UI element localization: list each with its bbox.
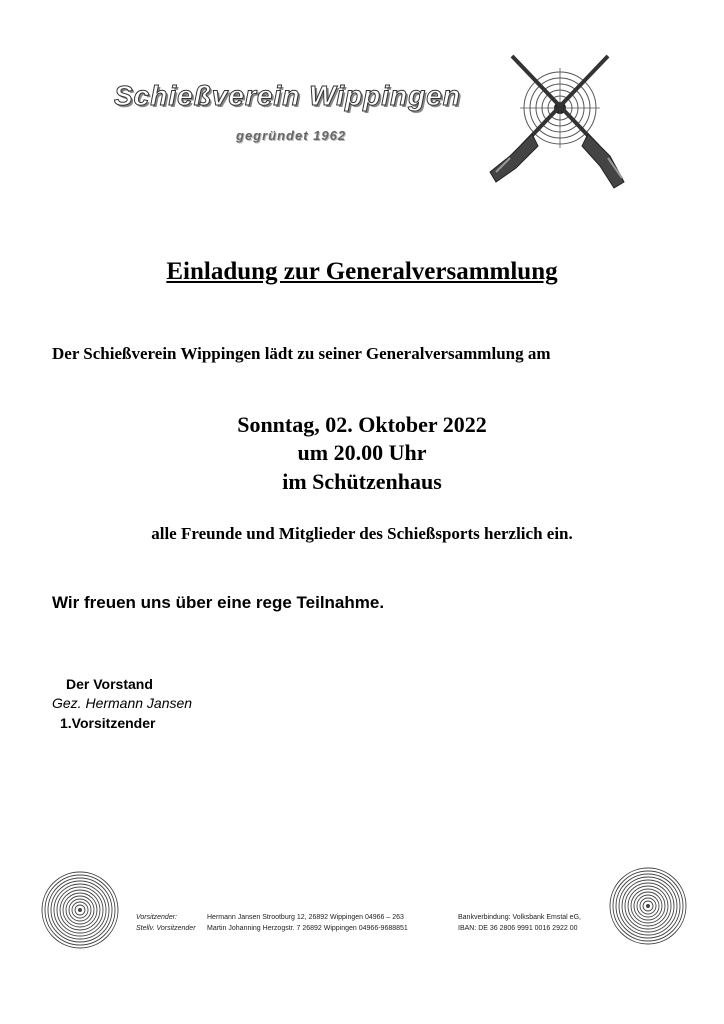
footer-chair-label: Vorsitzender: (136, 914, 177, 921)
signature-role: 1.Vorsitzender (60, 715, 156, 731)
target-rings-icon (608, 866, 688, 946)
event-place: im Schützenhaus (282, 469, 442, 494)
event-time: um 20.00 Uhr (297, 440, 427, 465)
footer-vice-label: Stellv. Vorsitzender (136, 925, 196, 932)
club-name: Schießverein Wippingen (114, 80, 461, 111)
invitation-title: Einladung zur Generalversammlung (166, 258, 558, 285)
signature-board: Der Vorstand (66, 676, 153, 692)
crossed-rifles-target-icon (480, 50, 640, 190)
thanks-text: Wir freuen uns über eine rege Teilnahme. (52, 593, 385, 612)
founded-text: gegründet 1962 (236, 128, 347, 143)
footer-vice-info: Martin Johanning Herzogstr. 7 26892 Wippingen 04966-9688851 (207, 925, 408, 932)
footer-bank-iban: IBAN: DE 36 2806 9991 0016 2922 00 (458, 925, 578, 932)
footer-chair-info: Hermann Jansen Strootburg 12, 26892 Wippingen 04966 – 263 (207, 914, 404, 921)
target-rings-icon (40, 870, 120, 950)
event-date: Sonntag, 02. Oktober 2022 (237, 412, 487, 437)
invite-text: alle Freunde und Mitglieder des Schießsports herzlich ein. (151, 524, 573, 543)
footer-bank-name: Bankverbindung: Volksbank Emstal eG, (458, 914, 581, 921)
intro-text: Der Schießverein Wippingen lädt zu seiner Generalversammlung am (52, 344, 551, 363)
signature-name: Gez. Hermann Jansen (52, 695, 193, 711)
